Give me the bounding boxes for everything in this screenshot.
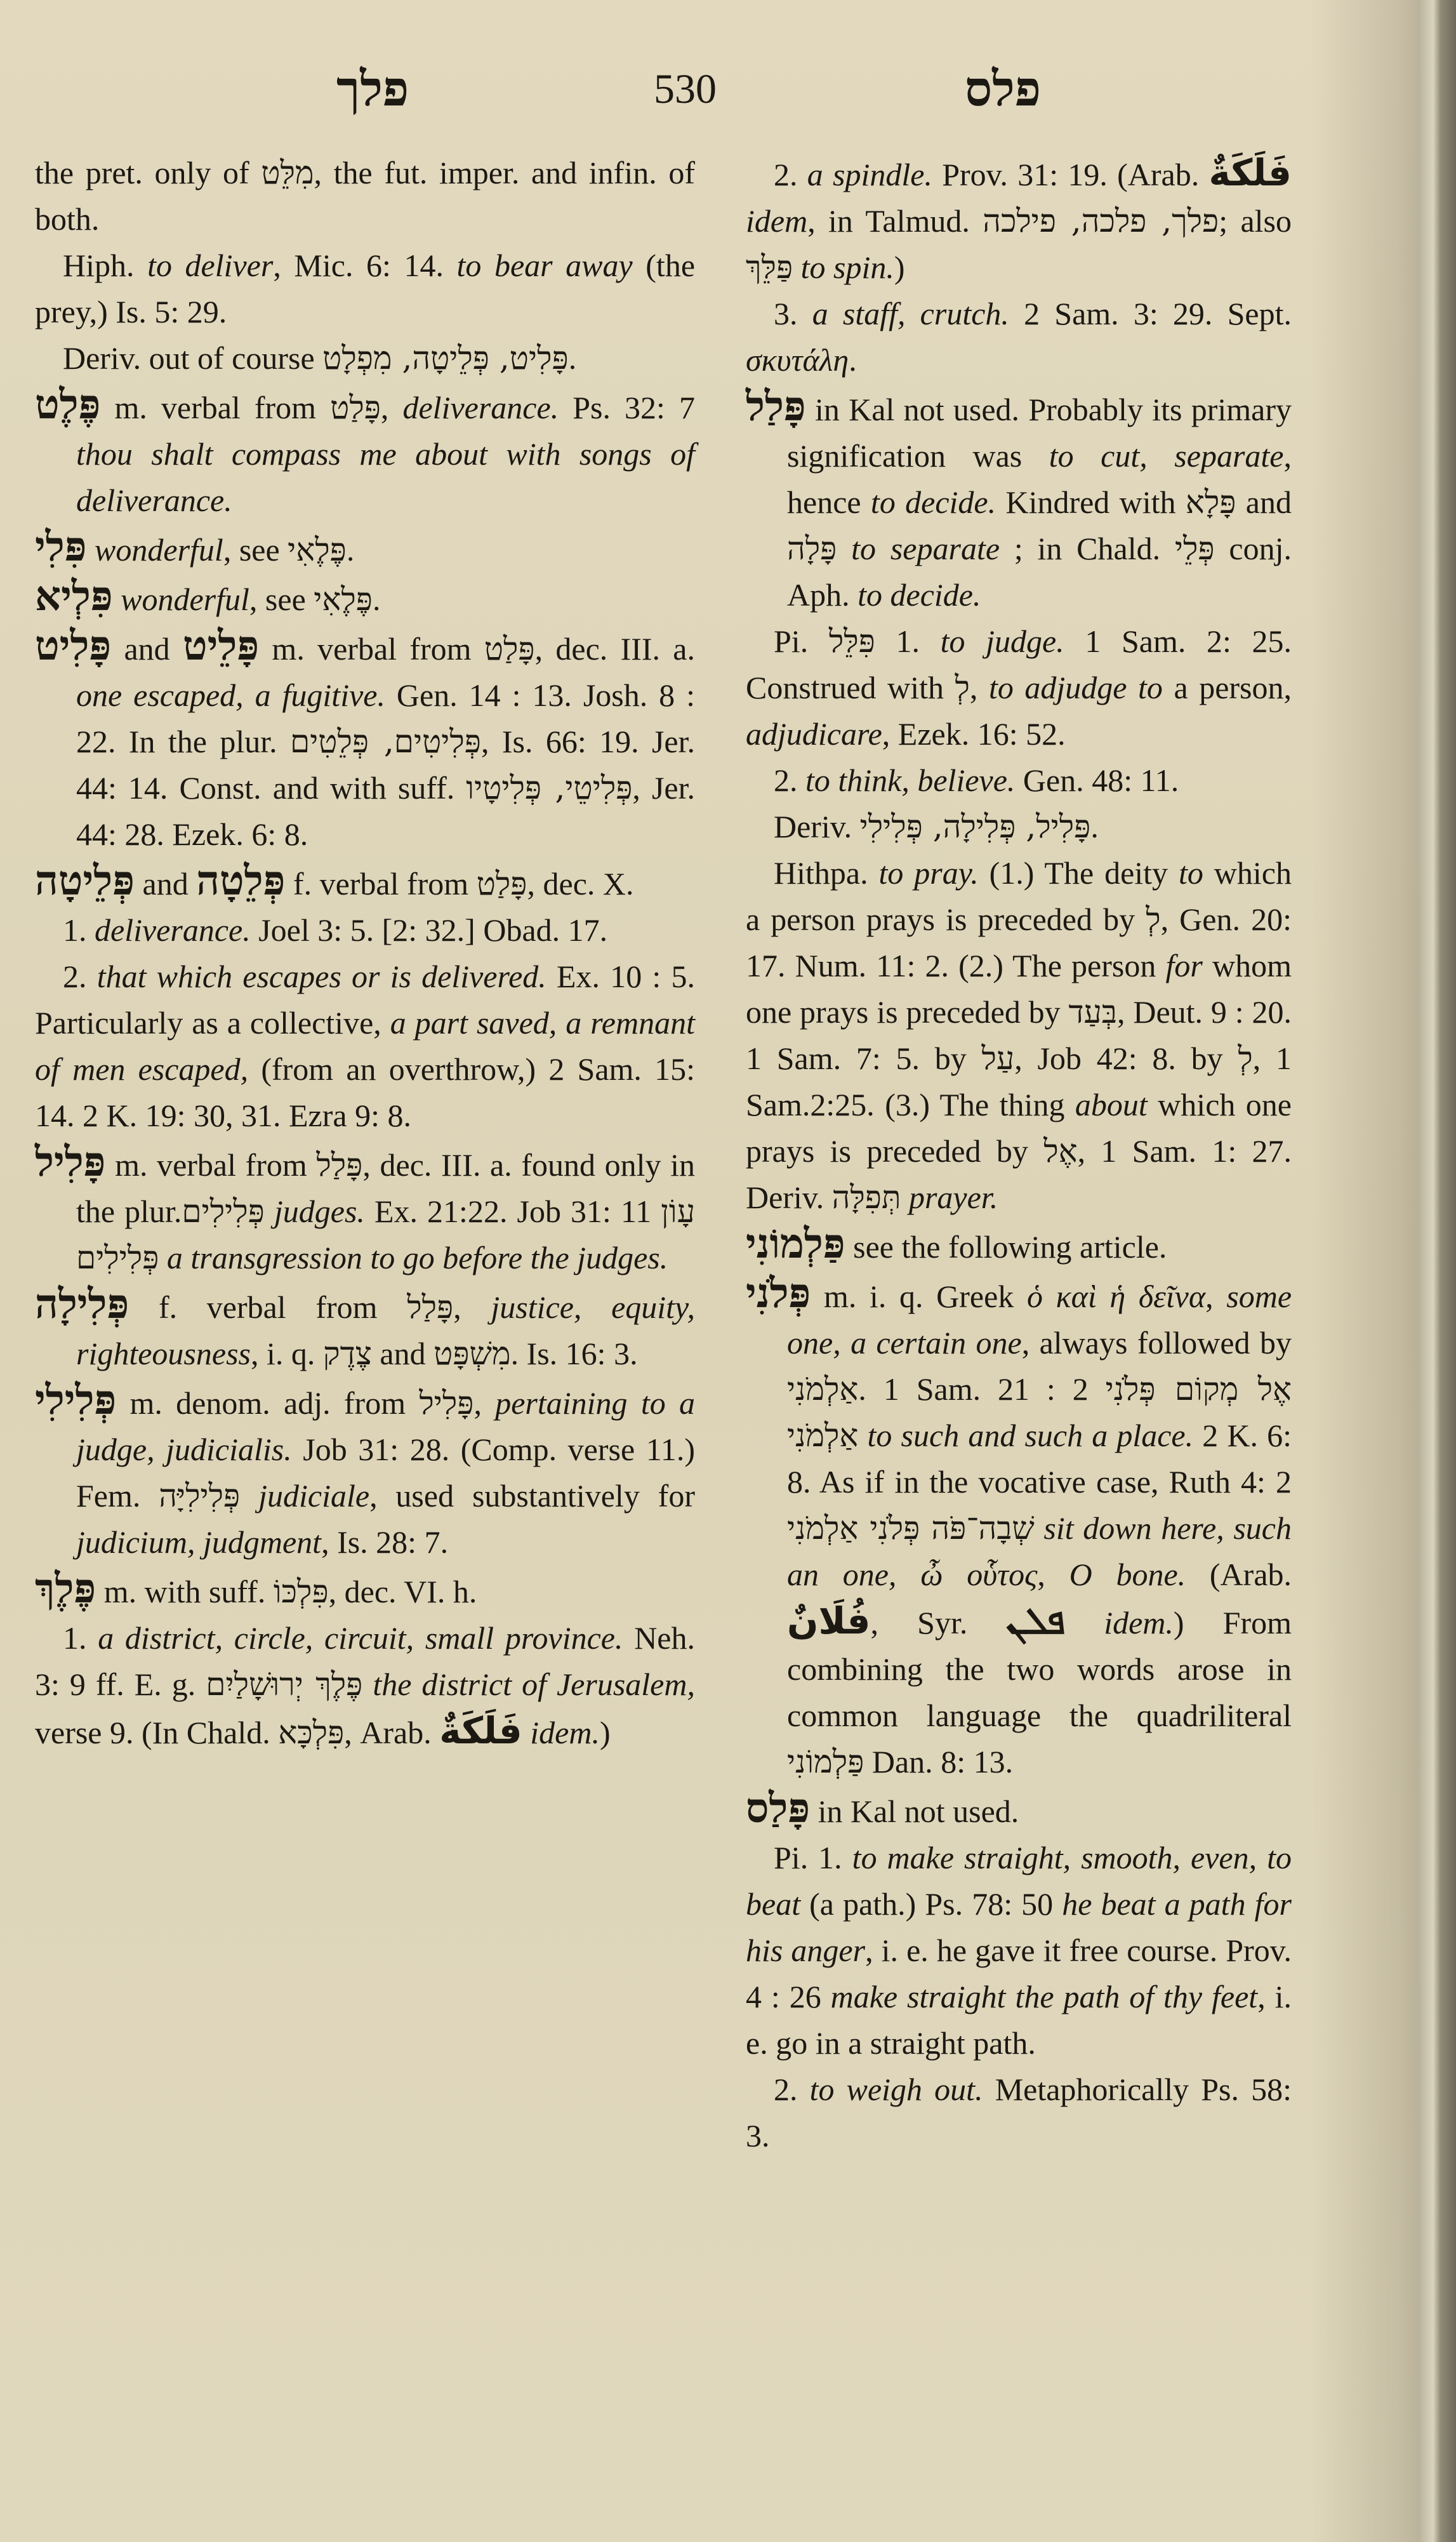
dictionary-entry: פִּלְיא wonderful, see פֶּלֶאִי. — [35, 573, 381, 620]
sense-2: 2. to think, believe. Gen. 48: 11. — [774, 762, 1179, 798]
hebrew-word: מִלֵּט — [261, 154, 314, 191]
left-column — [35, 150, 695, 1756]
entry-headword: פְּלִילָה — [35, 1281, 129, 1328]
page-number: 530 — [654, 66, 717, 112]
dictionary-entry: פָּלִיט and פָּלֵיט m. verbal from פָּלַט, dec. III. a. one escaped, a fugitive. Gen. 14 : 13. Josh. 8 : 22. In the plur. פְּלִיטִים, פְּלֵטִים, Is. 66: 19. Jer. 44: 14. Const. and with suff. פְּלִיטֵי, פְּלִיטָיו, Jer. 44: 28. Ezek. 6: 8. — [35, 622, 696, 852]
greek-word: σκυτάλη — [746, 342, 849, 378]
running-header — [0, 60, 1456, 130]
dictionary-entry: פְּלֵיטָה and פְּלֵטָה f. verbal from פָּלַט, dec. X. — [35, 857, 634, 905]
sense-2: 2. a spindle. Prov. 31: 19. (Arab. فَلَكَةٌ idem, in Talmud. פלך, פלכה, פילכה; also פַּלֵּךְ to spin.) — [746, 151, 1292, 286]
dictionary-entry: פָּלַס in Kal not used. — [746, 1785, 1019, 1832]
entry-headword: פָּלַל — [746, 383, 806, 430]
syriac-word: ܦܠܢ — [1006, 1599, 1066, 1642]
greek-phrase: ὁ καὶ ἡ δεῖνα — [1026, 1279, 1206, 1314]
entry-headword: פָּלִיט — [35, 622, 112, 670]
sense-2: 2. to weigh out. Metaphorically Ps. 58: 3. — [746, 2072, 1292, 2153]
entry-headword: פָּלִיל — [35, 1138, 106, 1186]
hithpael-sense: Hithpa. to pray. (1.) The deity to which a person prays is preceded by לְ, Gen. 20: 17. Num. 11: 2. (2.) The person for whom one prays is preceded by בְּעַד, Deut. 9 : 20. 1 Sam. 7: 5. by עַל, Job 42: 8. by לְ, 1 Sam.2:25. (3.) The thing about which one prays is preceded by אֶל, 1 Sam. 1: 27. Deriv. תְּפִלָּה prayer. — [746, 855, 1292, 1216]
dictionary-entry: פִּלִי wonderful, see פֶּלֶאִי. — [35, 523, 355, 571]
header-left-headword: פלך — [336, 60, 409, 117]
right-column — [746, 150, 1292, 2159]
sense-2: 2. that which escapes or is delivered. Ex. 10 : 5. Particularly as a collective, a part saved, a remnant of men escaped, (from an overthrow,) 2 Sam. 15: 14. 2 K. 19: 30, 31. Ezra 9: 8. — [35, 959, 695, 1133]
dictionary-entry: פֶּלֶךְ m. with suff. פִּלְכּוֹ, dec. VI. h. — [35, 1565, 477, 1613]
entry-headword: פַּלְמוֹנִי — [746, 1220, 845, 1268]
derivatives-line: Deriv. פָּלִיל, פְּלִילָה, פְּלִילִי. — [774, 808, 1099, 845]
arabic-word: فُلَانٌ — [787, 1599, 871, 1642]
entry-headword: פִּלְיא — [35, 573, 113, 620]
sense-1: Pi. 1. to make straight, smooth, even, to beat (a path.) Ps. 78: 50 he beat a path for his anger, i. e. he gave it free course. Prov. 4 : 26 make straight the path of thy feet, i. e. go in a straight path. — [746, 1840, 1292, 2061]
entry-headword: פְּלֵיטָה — [35, 857, 135, 905]
dictionary-entry: פַּלְמוֹנִי see the following article. — [746, 1220, 1167, 1268]
continuation-paragraph: the pret. only of מִלֵּט, the fut. imper. and infin. of both. — [35, 154, 695, 237]
arabic-word: فَلَكَةٌ — [1208, 151, 1292, 194]
derivatives-line: Deriv. out of course פָּלִיט, פְּלֵיטָה, מִפְלָט. — [63, 340, 577, 376]
entry-headword-variant: פְּלֵטָה — [196, 857, 286, 905]
entry-headword: פָּלַס — [746, 1785, 811, 1832]
entry-headword: פֶּלֶךְ — [35, 1565, 96, 1613]
dictionary-entry: פָּלִיל m. verbal from פָּלַל, dec. III. a. found only in the plur.פְּלִילִים judges. Ex. 21:22. Job 31: 11 עָוֹן פְּלִילִים a transgression to go before the judges. — [35, 1138, 695, 1276]
arabic-word: فَلَكَةٌ — [439, 1709, 522, 1752]
sense-3: 3. a staff, crutch. 2 Sam. 3: 29. Sept. σκυτάλη. — [746, 296, 1292, 378]
sense-1: 1. a district, circle, circuit, small province. Neh. 3: 9 ff. E. g. פֶּלֶךְ יְרוּשָׁלַיִם the district of Jerusalem, verse 9. (In Chald. פִּלְכָּא, Arab. فَلَكَةٌ idem.) — [35, 1620, 695, 1752]
piel-sense: Pi. פִּלֵּל 1. to judge. 1 Sam. 2: 25. Construed with לְ, to adjudge to a person, adjudicare, Ezek. 16: 52. — [746, 623, 1292, 752]
entry-headword: פְּלִילִי — [35, 1376, 117, 1424]
greek-phrase: ὦ οὗτος — [920, 1557, 1038, 1592]
sense-1: 1. deliverance. Joel 3: 5. [2: 32.] Obad. 17. — [63, 912, 608, 948]
dictionary-entry: פֶּלֶט m. verbal from פָּלַט, deliverance. Ps. 32: 7 thou shalt compass me about with songs of deliverance. — [35, 381, 695, 518]
entry-headword: פְּלֹנִי — [746, 1270, 811, 1317]
entry-headword: פִּלִי — [35, 523, 87, 571]
header-right-headword: פלס — [965, 60, 1042, 117]
hebrew-word: פָּלִיט, פְּלֵיטָה, מִפְלָט — [322, 340, 569, 376]
page-edge — [1418, 0, 1456, 2542]
hiphil-sense: Hiph. to deliver, Mic. 6: 14. to bear away (the prey,) Is. 5: 29. — [35, 248, 696, 329]
entry-headword-variant: פָּלֵיט — [182, 622, 260, 670]
dictionary-entry: פָּלַל in Kal not used. Probably its primary signification was to cut, separate, hence to decide. Kindred with פָּלָא and פָּלָה to separate ; in Chald. פְּלֵי conj. Aph. to decide. — [746, 383, 1292, 613]
dictionary-entry: פְּלִילָה f. verbal from פָּלַל, justice, equity, righteousness, i. q. צֶדֶק and מִשְׁפָּט. Is. 16: 3. — [35, 1281, 695, 1372]
dictionary-entry: פְּלִילִי m. denom. adj. from פָּלִיל, pertaining to a judge, judicialis. Job 31: 28. (Comp. verse 11.) Fem. פְּלִילִיָּה judiciale, used substantively for judicium, judgment, Is. 28: 7. — [35, 1376, 695, 1560]
dictionary-entry: פְּלֹנִי m. i. q. Greek ὁ καὶ ἡ δεῖνα, some one, a certain one, always followed by אַלְמֹנִי. 1 Sam. 21 : 2 אֶל מְקוֹם פְּלֹנִי אַלְמֹנִי to such and such a place. 2 K. 6: 8. As if in the vocative case, Ruth 4: 2 שְׁבָה־פֹּה פְּלֹנִי אַלְמֹנִי sit down here, such an one, ὦ οὗτος, O bone. (Arab. فُلَانٌ, Syr. ܦܠܢ idem.) From combining the two words arose in common language the quadriliteral פַּלְמוֹנִי Dan. 8: 13. — [746, 1270, 1292, 1780]
entry-headword: פֶּלֶט — [35, 381, 101, 429]
